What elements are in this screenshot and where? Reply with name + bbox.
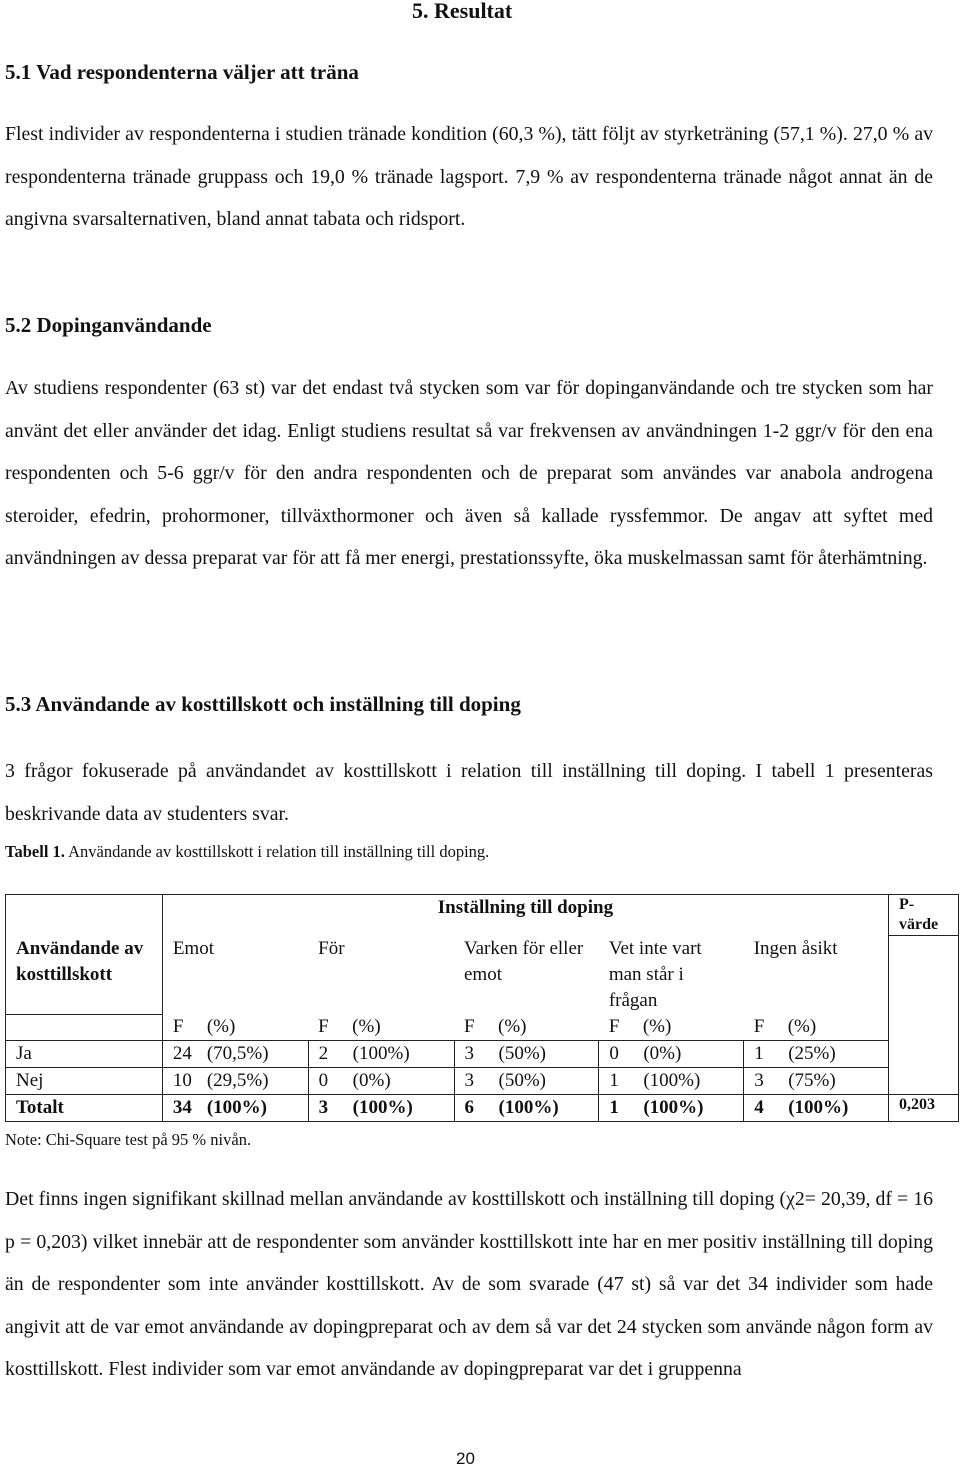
- row-label: Ja: [6, 1041, 163, 1068]
- table-caption: [5, 842, 489, 862]
- table-group-header-row: [6, 895, 959, 936]
- row-label: Nej: [6, 1068, 163, 1095]
- cell-count: 34: [172, 1097, 192, 1118]
- unit-f: F: [464, 1016, 475, 1037]
- group-header: Inställning till doping: [162, 895, 888, 936]
- cell-count: 3: [464, 1043, 474, 1064]
- unit-pct: (%): [498, 1016, 527, 1037]
- cell-count: 1: [754, 1043, 764, 1064]
- section-text-5-1: Flest individer av respondenterna i studien tränade kondition (60,3 %), tätt följt av styrketräning (57,1 %). 27,0 % av respondenterna tränade gruppass och 19,0 % tränade lagsport. 7,9 % av respondenterna tränade något annat än de angivna svarsalternativen, bland annat tabata och ridsport.: [5, 123, 933, 230]
- cell-count: 3: [754, 1070, 764, 1091]
- unit-pct: (%): [787, 1016, 817, 1037]
- cell-percent: (100%): [788, 1097, 849, 1118]
- table-caption-text: Användande av kosttillskott i relation till inställning till doping.: [68, 842, 490, 861]
- row-header: Användande av kosttillskott: [6, 936, 163, 1015]
- cell-percent: (29,5%): [206, 1070, 269, 1091]
- table-note: Note: Chi-Square test på 95 % nivån.: [5, 1130, 252, 1149]
- cell-count: 2: [318, 1043, 329, 1064]
- cell-percent: (100%): [643, 1070, 701, 1091]
- cell-percent: (100%): [206, 1097, 267, 1118]
- cell-percent: (100%): [643, 1097, 704, 1118]
- unit-pct: (%): [352, 1016, 381, 1037]
- table-row-totalt: [6, 1095, 959, 1122]
- conclusion-text: Det finns ingen signifikant skillnad mellan användande av kosttillskott och inställning till doping (χ2= 20,39, df = 16 p = 0,203) vilket innebär att de respondenter som använder kosttillskott inte har en mer positiv inställning till doping än de respondenter som inte använder kosttillskott. Av de som svarade (47 st) så var det 34 individer som hade angivit att de var emot användande av dopingpreparat och av dem så var det 24 stycken som använde någon form av kosttillskott. Flest individer som var emot användande av dopingpreparat var det i gruppenna: [5, 1188, 933, 1380]
- results-table: [5, 894, 959, 1122]
- table-caption-label: Tabell 1.: [5, 842, 65, 861]
- column-header-emot: Emot: [162, 936, 308, 1015]
- cell-percent: (75%): [788, 1070, 836, 1091]
- section-text-5-3: 3 frågor fokuserade på användandet av kosttillskott i relation till inställning till doping. I tabell 1 presenteras beskrivande data av studenters svar.: [5, 760, 933, 825]
- table-column-header-row: [6, 936, 959, 1015]
- unit-f: F: [753, 1016, 765, 1037]
- p-value-header: P-värde: [889, 895, 959, 936]
- unit-f: F: [318, 1016, 329, 1037]
- cell-percent: (100%): [352, 1097, 413, 1118]
- section-heading-5-1: 5.1 Vad respondenterna väljer att träna: [5, 60, 359, 84]
- column-header-for: För: [318, 937, 345, 959]
- cell-count: 0: [318, 1070, 329, 1091]
- cell-percent: (100%): [352, 1043, 410, 1064]
- row-label: Totalt: [6, 1095, 163, 1122]
- table-row-nej: [6, 1068, 959, 1095]
- chapter-title: 5. Resultat: [412, 0, 513, 23]
- cell-count: 3: [464, 1070, 474, 1091]
- section-heading-5-2: 5.2 Dopinganvändande: [5, 313, 212, 337]
- cell-count: 10: [172, 1070, 192, 1091]
- cell-count: 0: [609, 1043, 619, 1064]
- section-text-5-2: Av studiens respondenter (63 st) var det endast två stycken som var för dopinganvändande och tre stycken som har använt det eller använder det idag. Enligt studiens resultat så var frekvensen av användningen 1-2 ggr/v för den ena respondenten och 5-6 ggr/v för den andra respondenten och de preparat som användes var anabola androgena steroider, efedrin, prohormoner, tillväxthormoner och även så kallade ryssfemmor. De angav att syftet med användningen av dessa preparat var för att få mer energi, prestationssyfte, öka muskelmassan samt för återhämtning.: [5, 377, 933, 569]
- cell-percent: (25%): [788, 1043, 836, 1064]
- page-number: 20: [456, 1449, 475, 1468]
- p-value: 0,203: [889, 1095, 959, 1122]
- table-row-ja: [6, 1041, 959, 1068]
- cell-percent: (0%): [643, 1043, 682, 1064]
- cell-count: 6: [464, 1097, 474, 1118]
- column-header-varken: Varken för eller emot: [464, 937, 584, 985]
- section-heading-5-3: 5.3 Användande av kosttillskott och inställning till doping: [5, 692, 521, 716]
- cell-count: 1: [609, 1097, 619, 1118]
- cell-percent: (70,5%): [206, 1043, 269, 1064]
- cell-percent: (0%): [352, 1070, 391, 1091]
- column-header-ingen-asikt: Ingen åsikt: [744, 936, 889, 1015]
- unit-f: F: [608, 1016, 620, 1037]
- cell-percent: (50%): [498, 1043, 546, 1064]
- cell-count: 4: [754, 1097, 764, 1118]
- cell-count: 1: [609, 1070, 619, 1091]
- cell-count: 3: [318, 1097, 329, 1118]
- column-header-vet-inte: Vet inte vart man står i frågan: [608, 937, 702, 1011]
- unit-pct: (%): [642, 1016, 672, 1037]
- unit-pct: (%): [206, 1016, 236, 1037]
- cell-percent: (50%): [498, 1070, 546, 1091]
- table-unit-row: [6, 1014, 959, 1041]
- cell-percent: (100%): [498, 1097, 559, 1118]
- cell-count: 24: [172, 1043, 192, 1064]
- unit-f: F: [172, 1016, 184, 1037]
